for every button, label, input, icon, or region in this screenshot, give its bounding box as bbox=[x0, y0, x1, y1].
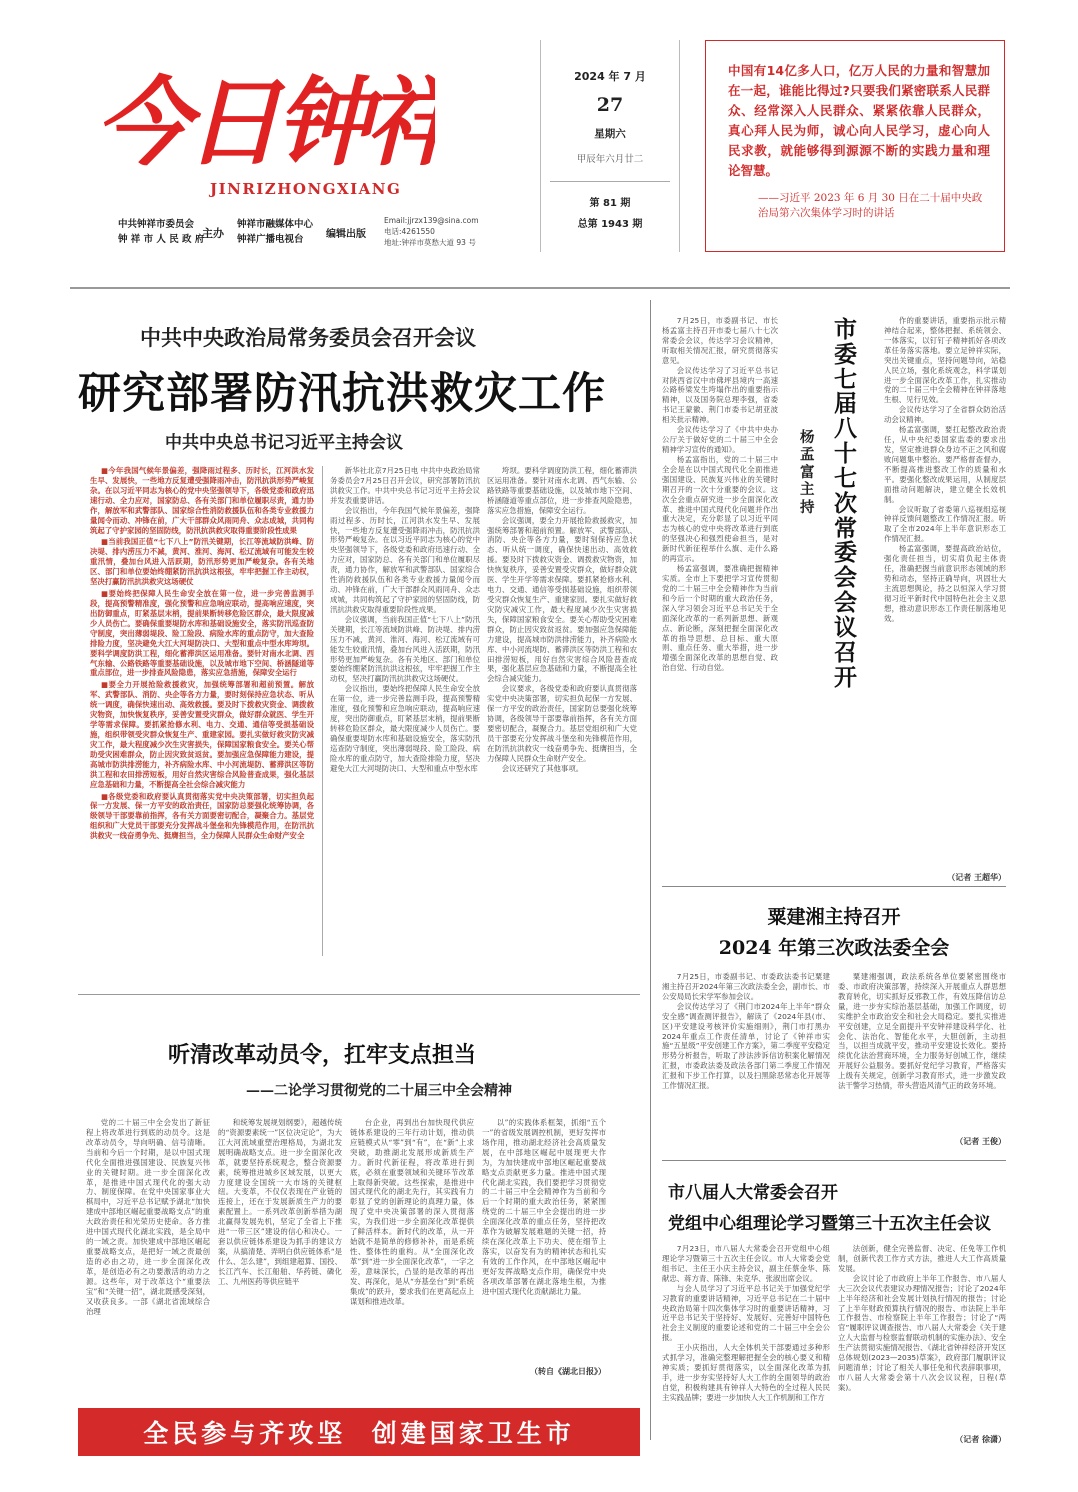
contact-phone: 电话:4261550 bbox=[384, 226, 435, 236]
body-paragraph: 王小庆指出，人大全体机关干部要通过多种形式抓学习，准确完整理解把握全会的核心要义和精神实质；要抓好贯彻落实，以全面深化改革为抓手，进一步夯实坚持好人大工作的全面领导的政治自觉，积极构建具有钟祥人大特色的全过程人民民主实践品牌；要进一步加快人大工作机制和工作方 bbox=[662, 1343, 830, 1402]
sponsor-block bbox=[118, 218, 204, 247]
politics-headline bbox=[662, 902, 1006, 960]
masthead-rule bbox=[70, 287, 1010, 289]
lead-body-column-1 bbox=[330, 466, 480, 962]
summary-point: ■要始终把保障人民生命安全放在第一位，进一步完善监测手段，提高预警精准度，强化预警和应急响应联动，提高响应速度，突出防御重点，盯紧基层末梢，提前果断转移危险区群众，最大限度减少人员伤亡。要确保重要堤防水库和基础设施安全，落实防汛巡查防守制度，突出薄弱堤段、险工险段、病险水库的重点防守，加大查险排险力度，坚决避免大江大河堤防决口、大型和重点中型水库垮坝。要科学调度防洪工程，细化蓄滞洪区运用准备。要针对南水北调、西气东输、公路铁路等重要基础设施，以及城市地下空间、桥涵隧道等重点部位，进一步排查风险隐患，落实应急措施，保障安全运行 bbox=[90, 589, 314, 678]
commentary-column-2: 和统筹发展规划纲要》，超越传统的“资源要素统一”区位决定论”，为大江大河流域重塑治理格局，为湖北发展明确战略支点。进一步全面深化改革，就要坚持系统观念，整合资源要素，统筹推进城乡区域发展，以更大力度建设全国统一大市场的关键枢纽。大变革，不仅仅表现在产业链的连接上，还在于发展新质生产力的要素配置上。一系列改革创新举措为湖北赢得发展先机，坚定了全省上下推进“一带三区”建设的信心和决心。一套以供应链体系建设为抓手的建议方案，从搞清楚、弄明白供应链体系“是什么、怎么建”，到组建超算、国投、长江汽车、长江船舶、华药链、磷化工、九州医药等供应链平 bbox=[218, 1118, 342, 1286]
body-paragraph: 与会人员学习了习近平总书记关于加强党纪学习教育的重要讲话精神，习近平总书记在二十届中央政治局第十四次集体学习时的重要讲话精神，习近平总书记关于坚持好、发展好、完善好中国特色社会主义制度的重要论述和党的二十届三中全会公报。 bbox=[662, 1283, 830, 1343]
congress-credit: （记者 徐潇） bbox=[955, 1435, 1006, 1444]
congress-column-2 bbox=[838, 1244, 1006, 1430]
publisher-line-2: 钟祥广播电视台 bbox=[237, 233, 304, 245]
politics-headline-line-2: 2024 年第三次政法委全会 bbox=[718, 937, 950, 959]
lead-kicker: 中共中央政治局常务委员会召开会议 bbox=[140, 325, 476, 350]
lead-headline: 研究部署防汛抗洪救灾工作 bbox=[78, 369, 606, 419]
body-paragraph: 会议传达学习了全省群众防治活动会议精神。 bbox=[884, 405, 1006, 425]
body-paragraph: 会议传达学习了《荆门市2024年上半年“群众安全感”调查测评报告》，解读了《2024年县(市、区)平安建设考核评价实施细则》，荆门市打黑办2024年重点工作责任清单，讨论了《钟祥市实施“五星级”平安创建工作方案》，第二季度平安稳定形势分析报告，听取了涉法涉诉信访积案化解情况汇报，市委政法委及政法各部门第二季度工作情况汇报和下步工作打算，以及扫黑除恶常态化开展等工作情况汇报。 bbox=[662, 1001, 830, 1091]
body-paragraph: 杨孟富指出，党的二十届三中全会是在以中国式现代化全面推进强国建设、民族复兴伟业的关键时期召开的一次十分重要的会议。这次全会重点研究进一步全面深化改革、推进中国式现代化问题并作出重大决定，充分彰显了以习近平同志为核心的党中央将改革进行到底的坚强决心和强烈使命担当，是对新时代新征程举什么旗、走什么路的再宣示。 bbox=[662, 454, 778, 564]
body-paragraph: 7月25日，市委副书记、市委政法委书记粟建湘主持召开2024年第三次政法委全会，副市长、市公安局局长宋学军参加会议。 bbox=[662, 972, 830, 1001]
politics-column-2 bbox=[838, 972, 1006, 1136]
politics-column-1 bbox=[662, 972, 830, 1142]
section-rule bbox=[662, 1160, 1006, 1161]
contact-email: Email:jjrzx139@sina.com bbox=[384, 216, 479, 225]
issue-number: 第 81 期 bbox=[589, 198, 631, 209]
column-divider bbox=[322, 466, 323, 956]
body-paragraph: 会议传达学习了《中共中央办公厅关于做好党的二十届三中全会精神学习宣传的通知》。 bbox=[662, 425, 778, 454]
congress-column-1 bbox=[662, 1244, 830, 1476]
logo-brush-art bbox=[95, 48, 435, 178]
logo-lettering: 今日钟祥 bbox=[95, 66, 435, 178]
politics-credit: （记者 王俊） bbox=[955, 1137, 1006, 1146]
quote-box bbox=[705, 40, 1005, 252]
sponsor-line-2: 钟 祥 市 人 民 政 府 bbox=[118, 233, 205, 245]
newspaper-logo bbox=[95, 48, 435, 178]
body-paragraph: 杨孟富强调，要提高政治站位，强化责任担当，切实肩负起主体责任，准确把握当前意识形态领域的形势和动态，坚持正确导向，巩固壮大主流思想舆论，持之以恒深入学习贯彻习近平新时代中国特色社会主义思想，推动意识形态工作责任制落地见效。 bbox=[884, 544, 1006, 623]
date-lunar: 甲辰年六月廿二 bbox=[576, 154, 644, 165]
commentary-column-1: 党的二十届三中全会发出了新征程上将改革进行到底的动员令。这是改革动员令，导向明确、信号清晰。当前和今后一个时期，是以中国式现代化全面推进强国建设、民族复兴伟业的关键时期。进一步全面深化改革，是推进中国式现代化的强大动力、制度保障。在党中央国家事业大棋局中，习近平总书记赋予湖北“加快建成中部地区崛起重要战略支点”的重大政治责任和光荣历史使命。各方推进中国式现代化湖北实践，是全局中的一域之责。加快建成中部地区崛起重要战略支点，是把好一域之责最创造的必由之功，进一步全面深化改革，是创造必有之功要激活的动力之源。这些年，对于改革这个“重要法宝”和“关键一招”，湖北既感受深刻，又收获良多。一部《湖北省流域综合治理 bbox=[86, 1118, 210, 1316]
logo-pinyin: JINRIZHONGXIANG bbox=[210, 180, 402, 198]
standing-credit: （记者 王超华） bbox=[947, 873, 1006, 882]
body-paragraph: 7月25日，市委副书记、市长杨孟富主持召开市委七届八十七次常委会会议，传达学习会议精神，听取相关情况汇报，研究贯彻落实意见。 bbox=[662, 316, 778, 365]
body-paragraph: 作的重要讲话，重要指示批示精神结合起来，整体把握、系统领会、一体落实，以钉钉子精神抓好各项改革任务落实落地。要立足钟祥实际，突出关键重点，坚持问题导向，站稳人民立场，强化系统观念，科学谋划进一步全面深化改革工作，扎实推动党的二十届三中全会精神在钟祥落地生根、见行见效。 bbox=[884, 316, 1006, 405]
commentary-subhead: ——二论学习贯彻党的二十届三中全会精神 bbox=[246, 1083, 512, 1099]
slogan-text: 全民参与齐攻坚 创建国家卫生市 bbox=[143, 1419, 575, 1448]
body-paragraph: 杨孟富强调，要扛起整改政治责任，从中央纪委国家监委的要求出发，坚定推进群众身边不正之风和腐败问题集中整治。要严格督查督办，不断提高推进整改工作的质量和水平。要强化整改成果运用，从制度层面推动问题解决，建立健全长效机制。 bbox=[884, 425, 1006, 504]
section-rule bbox=[78, 994, 640, 995]
slogan-banner bbox=[78, 1408, 640, 1456]
sponsor-role: 主办 bbox=[202, 227, 224, 240]
body-paragraph: 会议讨论了市政府上半年工作报告、市八届人大三次会议代表建议办理情况报告；讨论了2024年上半年经济和社会发展计划执行情况的报告；讨论了上半年财政预算执行情况的报告、市法院上半年工作报告、市检察院上半年工作报告；讨论了“两官”履职评议调查报告、市八届人大常委会《关于建立人大监督与检察监督联动机制的实施办法》、安全生产法贯彻实施情况报告、《湖北省钟祥经济开发区总体规划(2023—2035)草案》，政府部门履职评议问题清单；讨论了相关人事任免和代表辞职事项，市八届人大常委会第十八次会议议程，日程(草案)。 bbox=[838, 1273, 1006, 1392]
date-weekday: 星期六 bbox=[594, 128, 626, 140]
publisher-line-1: 钟祥市融媒体中心 bbox=[237, 219, 314, 230]
body-paragraph: 会议要求，各级党委和政府要认真贯彻落实党中央决策部署，切实担负起保一方发展、保一方平安的政治责任，国家防总要强化统筹协调，各级领导干部要靠前指挥，各有关方面要密切配合，凝聚合力。基层党组织和广大党员干部要充分发挥战斗堡垒和先锋模范作用，在防汛抗洪救灾一线奋勇争先、挺膺担当，全力保障人民群众生命财产安全。 bbox=[487, 684, 637, 763]
total-issue-number: 总第 1943 期 bbox=[577, 219, 643, 230]
body-paragraph: 法创新，健全完善监督、决定、任免等工作机制，创新代表工作方式方法，推进人大工作高质量发展。 bbox=[838, 1244, 1006, 1273]
body-paragraph: 7月23日，市八届人大常委会召开党组中心组理论学习暨第三十五次主任会议。市人大常委会党组书记、主任王小庆主持会议，副主任蔡金华、陈献忠、蒋方青、陈锋、朱克华、张淑出席会议。 bbox=[662, 1244, 830, 1283]
publisher-block bbox=[237, 218, 313, 247]
body-paragraph: 新华社北京7月25日电 中共中央政治局常务委员会7月25日召开会议，研究部署防汛抗洪救灾工作。中共中央总书记习近平主持会议并发表重要讲话。 bbox=[330, 466, 480, 505]
body-paragraph: 杨孟富强调，要准确把握精神实质。全市上下要把学习宣传贯彻党的二十届三中全会精神作为当前和今后一个时期的重大政治任务，深入学习领会习近平总书记关于全面深化改革的一系列新思想、新观点、新论断，深刻把握全面深化改革的指导思想、总目标、重大原则、重点任务、重大举措，进一步增强全面深化改革的思想自觉、政治自觉、行动自觉。 bbox=[662, 564, 778, 673]
body-paragraph: 垮坝。要科学调度防洪工程，细化蓄滞洪区运用准备。要针对南水北调、西气东输、公路铁路等重要基础设施，以及城市地下空间、桥涵隧道等重点部位，进一步排查风险隐患，落实应急措施，保障安全运行。 bbox=[487, 466, 637, 515]
body-paragraph: 会议指出，今年我国气候年景偏差，强降雨过程多、历时长，江河洪水发生早、发展快，一些地方反复遭受强降雨冲击，防汛抗洪形势严峻复杂。在以习近平同志为核心的党中央坚强领导下，各级党委和政府迅速行动、全力应对，国家防总、各有关部门和单位履职尽责，通力协作，解放军和武警部队、国家综合性消防救援队伍和各类专业救援力量闻令而动、冲锋在前，广大干部群众风雨同舟、众志成城，共同构筑起了守护家园的坚固防线，防汛抗洪救灾取得重要阶段性成果。 bbox=[330, 505, 480, 614]
quote-text: 中国有14亿多人口，亿万人民的力量和智慧加在一起，谁能比得过?只要我们紧密联系人民群众、经常深入人民群众、紧紧依靠人民群众，真心拜人民为师，诚心向人民学习，虚心向人民求教，就能够得到源源不断的实践力量和理论智慧。 bbox=[728, 63, 990, 178]
summary-point: ■当前我国正值“七下八上”防汛关键期，长江等流域防洪峰、防决堤、排内涝压力不减，黄河、淮河、海河、松辽流域有可能发生较重汛情，叠加台风进入活跃期，防汛形势更加严峻复杂。各有关地区、部门和单位要始终绷紧防汛抗洪这根弦，牢牢把握工作主动权，坚决打赢防汛抗洪救灾这场硬仗 bbox=[90, 537, 314, 587]
summary-point: ■各级党委和政府要认真贯彻落实党中央决策部署，切实担负起保一方发展、保一方平安的政治责任，国家防总要强化统筹协调，各级领导干部要靠前指挥，各有关方面要密切配合，凝聚合力。基层党组织和广大党员干部要充分发挥战斗堡垒和先锋模范作用，在防汛抗洪救灾一线奋勇争先、挺膺担当，全力保障人民群众生命财产安全 bbox=[90, 791, 314, 841]
politics-headline-line-1: 粟建湘主持召开 bbox=[767, 906, 901, 928]
standing-column-2 bbox=[884, 316, 1006, 864]
congress-headline bbox=[668, 1178, 991, 1234]
lead-subhead: 中共中央总书记习近平主持会议 bbox=[165, 433, 403, 453]
body-paragraph: 会议还研究了其他事项。 bbox=[501, 763, 584, 773]
body-paragraph: 会议传达学习了习近平总书记对陕西省汉中市佛坪县境内一高速公路桥梁发生垮塌作出的重要指示精神，以及国务院总理李强，省委书记王蒙徽、荆门市委书记胡亚波相关批示精神。 bbox=[662, 365, 778, 425]
standing-column-1 bbox=[662, 316, 778, 896]
contact-block bbox=[384, 216, 479, 249]
date-divider bbox=[550, 181, 670, 182]
standing-headline: 市委七届八十七次常委会会议召开 bbox=[834, 316, 857, 691]
date-box bbox=[540, 40, 680, 252]
body-paragraph: 粟建湘强调，政法系统各单位要紧密围绕市委、市政府决策部署，持续深入开展重点人群思想教育转化，切实抓好反邪教工作，有效压降信访总量，进一步夯实综治基层基础，加强工作调度，切实维护全市政治安全和社会大局稳定。要扎实推进平安创建，立足全面提升平安钟祥建设科学化、社会化、法治化、智能化水平，大胆创新，主动担当，以担当成就平安，推动平安建设长效化。要持续优化法治营商环境，全力服务好创城工作，继续开展好公益服务。要抓好党纪学习教育，严格落实上级有关规定，创新学习教育形式，进一步激发政法干警学习热情，带头营造风清气正的政务环境。 bbox=[838, 972, 1006, 1091]
summary-point: ■要全力开展抢险救援救灾，加强统筹部署和超前预置。解放军、武警部队、消防、央企等各方力量，要时刻保持应急状态、听从统一调度，确保快速出动、高效救援。要及时下拨救灾资金、调拨救灾物资，加快恢复秩序，妥善安置受灾群众，做好群众就医、学生开学等需求保障。要抓紧抢修水利、电力、交通、通信等受损基础设施，组织带领受灾群众恢复生产、重建家园。要扎实做好救灾防灾减灾工作，最大程度减少次生灾害损失，保障国家粮食安全。要关心帮助受灾困难群众，防止因灾致贫返贫。要加强应急保障能力建设，提高城市防洪排涝能力，补齐病险水库、中小河流堤防、蓄滞洪区等防洪工程和农田排涝短板，用好自然灾害综合风险普查成果，强化基层应急基础和力量，不断提高全社会综合减灾能力 bbox=[90, 680, 314, 789]
lead-summary bbox=[90, 466, 314, 966]
body-paragraph: 会议指出，要始终把保障人民生命安全放在第一位，进一步完善监测手段，提高预警精准度，强化预警和应急响应联动，提高响应速度，突出防御重点，盯紧基层末梢，提前果断转移危险区群众，最大限度减少人员伤亡。要确保重要堤防水库和基础设施安全，落实防汛巡查防守制度，突出薄弱堤段、险工险段、病险水库的重点防守，加大查险排险力度，坚决避免大江大河堤防决口、大型和重点中型水库 bbox=[330, 684, 480, 773]
body-paragraph: 会议强调，要全力开展抢险救援救灾，加强统筹部署和超前预置。解放军、武警部队、消防、央企等各方力量，要时刻保持应急状态、听从统一调度，确保快速出动、高效救援。要及时下拨救灾资金、调拨救灾物资，加快恢复秩序，妥善安置受灾群众，做好群众就医、学生开学等需求保障。要抓紧抢修水利、电力、交通、通信等受损基础设施，组织带领受灾群众恢复生产、重建家园。要扎实做好救灾防灾减灾工作，最大程度减少次生灾害损失，保障国家粮食安全。要关心帮助受灾困难群众，防止因灾致贫返贫。要加强应急保障能力建设，提高城市防洪排涝能力，补齐病险水库、中小河流堤防、蓄滞洪区等防洪工程和农田排涝短板，用好自然灾害综合风险普查成果，强化基层应急基础和力量，不断提高全社会综合减灾能力。 bbox=[487, 515, 637, 684]
commentary-column-3: 台企业，再到出台加快现代供应链体系建设的三年行动计划，推动供应链模式从“零”到“有”，在“新”上求突破，助推湖北发展形成新质生产力。新时代新征程，将改革进行到底，必须在重要领域和关键环节改革上取得新突破。这些探索，是推进中国式现代化的湖北先行，其实践有力彰显了党的创新理论的真理力量，体现了党中央决策部署的深入贯彻落实，为我们进一步全面深化改革提供了鲜活样本。新时代的改革，从一开始就不是简单的修修补补，而是系统性、整体性的重构。从“全面深化改革”到“进一步全面深化改革”，一字之差，意味深长，凸显的是改革的再出发、再深化，是从“夯基垒台”到“系统集成”的跃升，要求我们在更高起点上谋划和推进改革。 bbox=[350, 1118, 474, 1306]
quote-source: ——习近平 2023 年 6 月 30 日在二十届中央政治局第六次集体学习时的讲话 bbox=[758, 192, 983, 220]
section-divider-vertical bbox=[650, 300, 651, 1440]
lead-body-column-2 bbox=[487, 466, 637, 962]
section-rule bbox=[662, 886, 1006, 887]
standing-byline: 杨孟富主持 bbox=[800, 430, 815, 516]
publisher-role: 编辑出版 bbox=[326, 229, 366, 240]
congress-headline-line-1: 市八届人大常委会召开 bbox=[668, 1183, 838, 1203]
body-paragraph: 会议强调，当前我国正值“七下八上”防汛关键期，长江等流域防洪峰、防决堤、排内涝压力不减，黄河、淮河、海河、松辽流域有可能发生较重汛情，叠加台风进入活跃期，防汛形势更加严峻复杂。各有关地区、部门和单位要始终绷紧防汛抗洪这根弦，牢牢把握工作主动权，坚决打赢防汛抗洪救灾这场硬仗。 bbox=[330, 614, 480, 684]
commentary-credit: （转自《湖北日报》） bbox=[530, 1367, 606, 1376]
commentary-headline: 听清改革动员令，扛牢支点担当 bbox=[168, 1042, 477, 1068]
body-paragraph: 会议听取了省委第八巡视组巡视钟祥反馈问题整改工作情况汇报。听取了全市2024年上半年意识形态工作情况汇报。 bbox=[884, 504, 1006, 544]
summary-point: ■今年我国气候年景偏差，强降雨过程多、历时长，江河洪水发生早、发展快，一些地方反复遭受强降雨冲击，防汛抗洪形势严峻复杂。在以习近平同志为核心的党中央坚强领导下，各级党委和政府迅速行动、全力应对，国家防总、各有关部门和单位履职尽责，通力协作，解放军和武警部队、国家综合性消防救援队伍和各类专业救援力量闻令而动、冲锋在前，广大干部群众风雨同舟、众志成城，共同构筑起了守护家园的坚固防线，防汛抗洪救灾取得重要阶段性成果 bbox=[90, 466, 314, 535]
date-year-month: 2024 年 7 月 bbox=[574, 70, 646, 83]
sponsor-line-1: 中共钟祥市委员会 bbox=[118, 219, 195, 230]
commentary-column-4: 以”的实践体系框架，抓细“五个一”的省级发展调控机制，更好发挥市场作用，推动湖北经济社会高质量发展，在中部地区崛起中展现更大作为，为加快建成中部地区崛起重要战略支点贡献更多力量。推进中国式现代化湖北实践，我们要把学习贯彻党的二十届三中全会精神作为当前和今后一个时期的重大政治任务，紧紧围绕党的二十届三中全会提出的进一步全面深化改革的重点任务，坚持把改革作为破解发展难题的关键一招，持续在深化改革上下功夫、使在细节上落实，以奋发有为的精神状态和扎实有效的工作作风，在中部地区崛起中更好发挥战略支点作用，确保党中央各项改革部署在湖北落地生根，为推进中国式现代化贡献湖北力量。 bbox=[482, 1118, 606, 1296]
masthead bbox=[0, 0, 1078, 270]
date-day: 27 bbox=[596, 94, 624, 116]
congress-headline-line-2: 党组中心组理论学习暨第三十五次主任会议 bbox=[668, 1214, 991, 1234]
contact-address: 地址:钟祥市莫愁大道 93 号 bbox=[384, 237, 476, 247]
